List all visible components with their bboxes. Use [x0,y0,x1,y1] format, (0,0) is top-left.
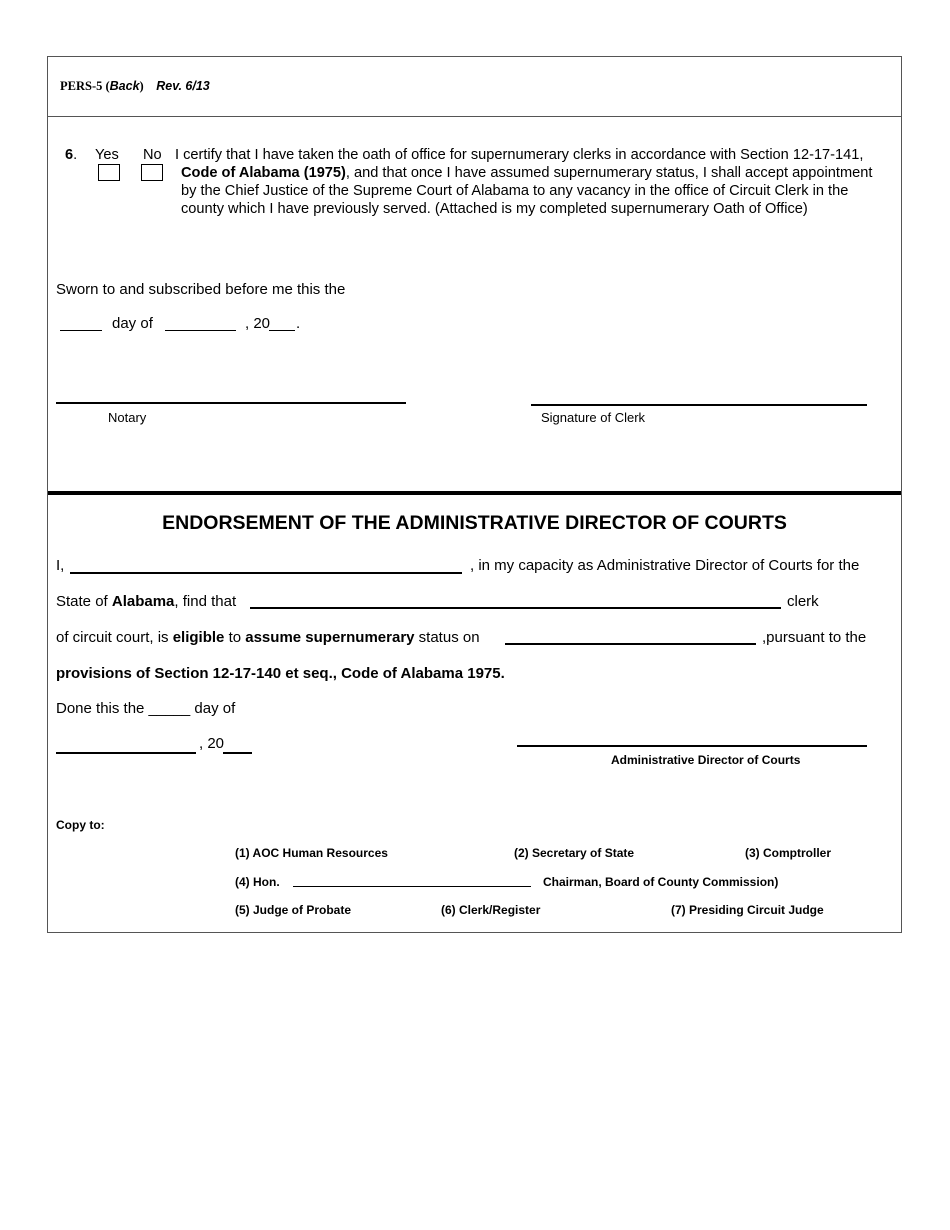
header-divider [48,116,901,117]
clerk-signature-line[interactable] [531,404,867,406]
no-checkbox[interactable] [141,164,163,181]
form-id: PERS-5 (Back) Rev. 6/13 [60,79,210,93]
copy-comptroller: (3) Comptroller [745,846,832,860]
clerk-signature-label: Signature of Clerk [541,410,646,425]
copy-clerk-register: (6) Clerk/Register [441,903,541,917]
form-page [47,56,902,933]
item-number: 6. [65,147,78,163]
endorse-pursuant: ,pursuant to the [762,629,867,646]
copy-hon: (4) Hon. [235,875,280,889]
done-month-line[interactable] [56,752,196,754]
yes-label: Yes [95,147,119,163]
section-divider [48,491,901,495]
form-back-label: Back [109,79,140,93]
director-name-line[interactable] [70,572,462,574]
endorse-i: I, [56,557,65,574]
hon-name-line[interactable] [293,886,531,887]
sworn-day-of: day of [112,315,153,332]
done-comma-20: , 20 [199,735,225,752]
form-revision: Rev. 6/13 [156,79,210,93]
endorse-eligible: of circuit court, is eligible to assume supernumerary status on [56,629,480,646]
endorse-clerk: clerk [787,593,819,610]
endorse-state: State of Alabama, find that [56,593,237,610]
clerk-name-line[interactable] [250,607,781,609]
director-label: Administrative Director of Courts [611,753,801,767]
copy-aoc-hr: (1) AOC Human Resources [235,846,388,860]
sworn-month-line[interactable] [165,330,236,331]
sworn-year-line[interactable] [269,330,295,331]
done-this: Done this the _____ day of [56,700,236,717]
yes-checkbox[interactable] [98,164,120,181]
endorse-provisions: provisions of Section 12-17-140 et seq., Code of Alabama 1975. [56,665,505,682]
copy-secretary-of-state: (2) Secretary of State [514,846,635,860]
sworn-period: . [296,315,301,332]
copy-chairman: Chairman, Board of County Commission) [543,875,779,889]
notary-signature-line[interactable] [56,402,406,404]
notary-label: Notary [108,410,147,425]
endorsement-heading: ENDORSEMENT OF THE ADMINISTRATIVE DIRECTOR OF COURTS [162,512,787,534]
director-signature-line[interactable] [517,745,867,747]
done-year-line[interactable] [223,752,252,754]
endorse-capacity: , in my capacity as Administrative Director of Courts for the [470,557,860,574]
sworn-comma-20: , 20 [245,315,271,332]
code-of-alabama: Code of Alabama (1975) [181,165,346,181]
copy-to-label: Copy to: [56,818,105,832]
certification-text: I certify that I have taken the oath of office for supernumerary clerks in accordance with Section 12-17-141, Code of Alabama (1975), and that once I have assumed supernumerary status, I shall accept appointment by the Chief Justice of the Supreme Court of Alabama to any vacancy in the office of Circuit Clerk in the county which I have previously served. (Attached is my completed supernumerary Oath of Office) [175,147,873,217]
copy-judge-of-probate: (5) Judge of Probate [235,903,352,917]
sworn-day-line[interactable] [60,330,102,331]
sworn-text: Sworn to and subscribed before me this the [56,281,346,298]
no-label: No [143,147,162,163]
status-date-line[interactable] [505,643,756,645]
copy-presiding-judge: (7) Presiding Circuit Judge [671,903,824,917]
